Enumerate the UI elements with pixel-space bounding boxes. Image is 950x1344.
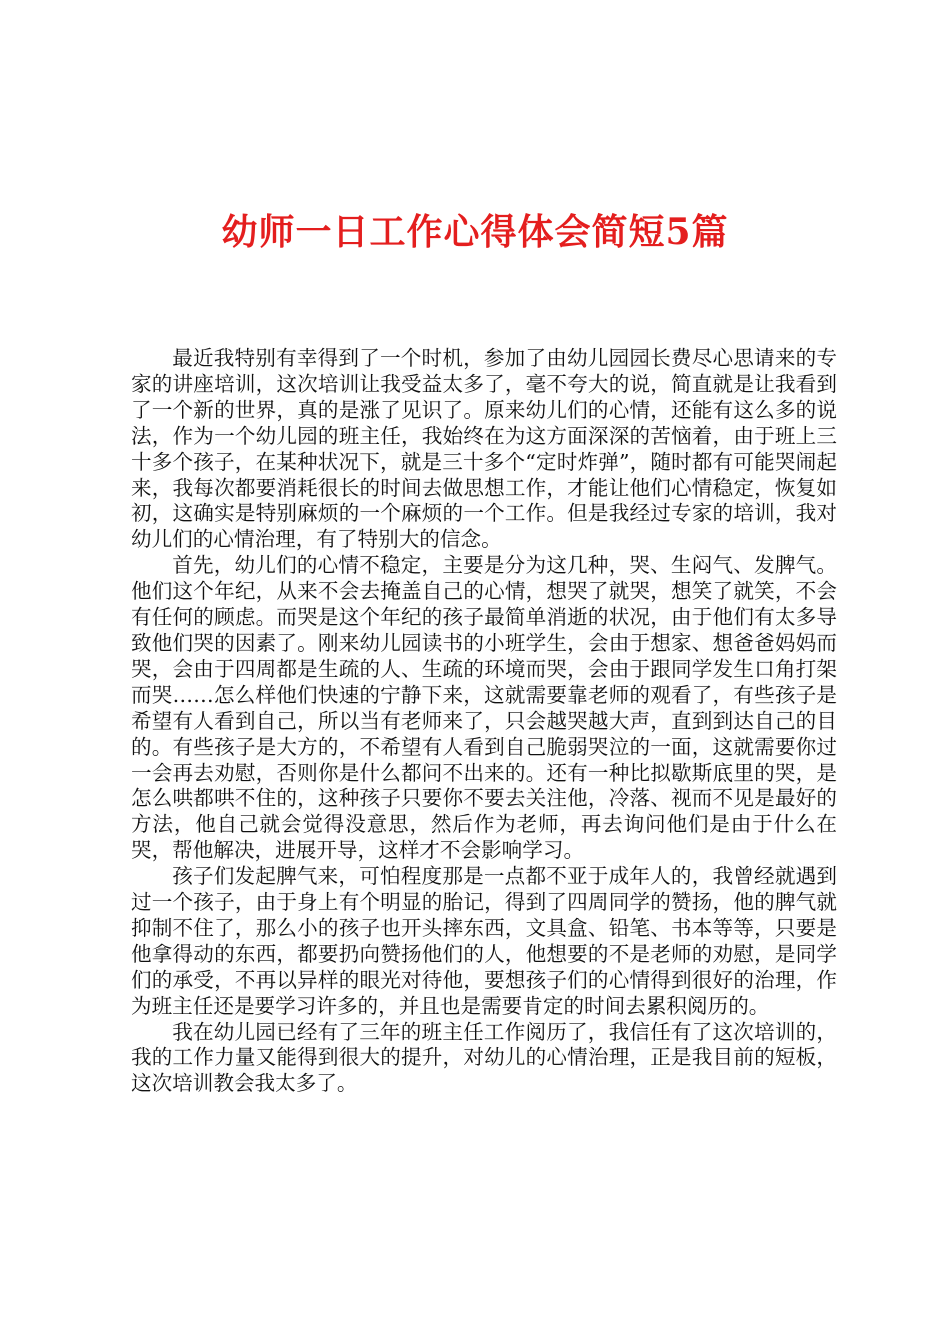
document-body: [131, 346, 837, 1097]
document-title: 幼师一日工作心得体会简短5篇: [221, 211, 729, 253]
paragraph-2: 首先，幼儿们的心情不稳定，主要是分为这几种，哭、生闷气、发脾气。他们这个年纪，从来不会去掩盖自己的心情，想哭了就哭，想笑了就笑，不会有任何的顾虑。而哭是这个年纪的孩子最简单消逝的状况，由于他们有太多导致他们哭的因素了。刚来幼儿园读书的小班学生，会由于想家、想爸爸妈妈而哭，会由于四周都是生疏的人、生疏的环境而哭，会由于跟同学发生口角打架而哭……怎么样他们快速的宁静下来，这就需要靠老师的观看了，有些孩子是希望有人看到自己，所以当有老师来了，只会越哭越大声，直到到达自己的目的。有些孩子是大方的，不希望有人看到自己脆弱哭泣的一面，这就需要你过一会再去劝慰，否则你是什么都问不出来的。还有一种比拟歇斯底里的哭，是怎么哄都哄不住的，这种孩子只要你不要去关注他，冷落、视而不见是最好的方法，他自己就会觉得没意思，然后作为老师，再去询问他们是由于什么在哭，帮他解决，进展开导，这样才不会影响学习。: [131, 553, 837, 863]
paragraph-1: 最近我特别有幸得到了一个时机，参加了由幼儿园园长费尽心思请来的专家的讲座培训，这次培训让我受益太多了，毫不夸大的说，简直就是让我看到了一个新的世界，真的是涨了见识了。原来幼儿们的心情，还能有这么多的说法，作为一个幼儿园的班主任，我始终在为这方面深深的苦恼着，由于班上三十多个孩子，在某种状况下，就是三十多个“定时炸弹”，随时都有可能哭闹起来，我每次都要消耗很长的时间去做思想工作，才能让他们心情稳定，恢复如初，这确实是特别麻烦的一个麻烦的一个工作。但是我经过专家的培训，我对幼儿们的心情治理，有了特别大的信念。: [131, 346, 837, 552]
paragraph-3: 孩子们发起脾气来，可怕程度那是一点都不亚于成年人的，我曾经就遇到过一个孩子，由于身上有个明显的胎记，得到了四周同学的赞扬，他的脾气就抑制不住了，那么小的孩子也开头摔东西，文具盒、铅笔、书本等等，只要是他拿得动的东西，都要扔向赞扬他们的人，他想要的不是老师的劝慰，是同学们的承受，不再以异样的眼光对待他，要想孩子们的心情得到很好的治理，作为班主任还是要学习许多的，并且也是需要肯定的时间去累积阅历的。: [131, 864, 837, 1018]
paragraph-4: 我在幼儿园已经有了三年的班主任工作阅历了，我信任有了这次培训的，我的工作力量又能得到很大的提升，对幼儿的心情治理，正是我目前的短板，这次培训教会我太多了。: [131, 1019, 837, 1096]
